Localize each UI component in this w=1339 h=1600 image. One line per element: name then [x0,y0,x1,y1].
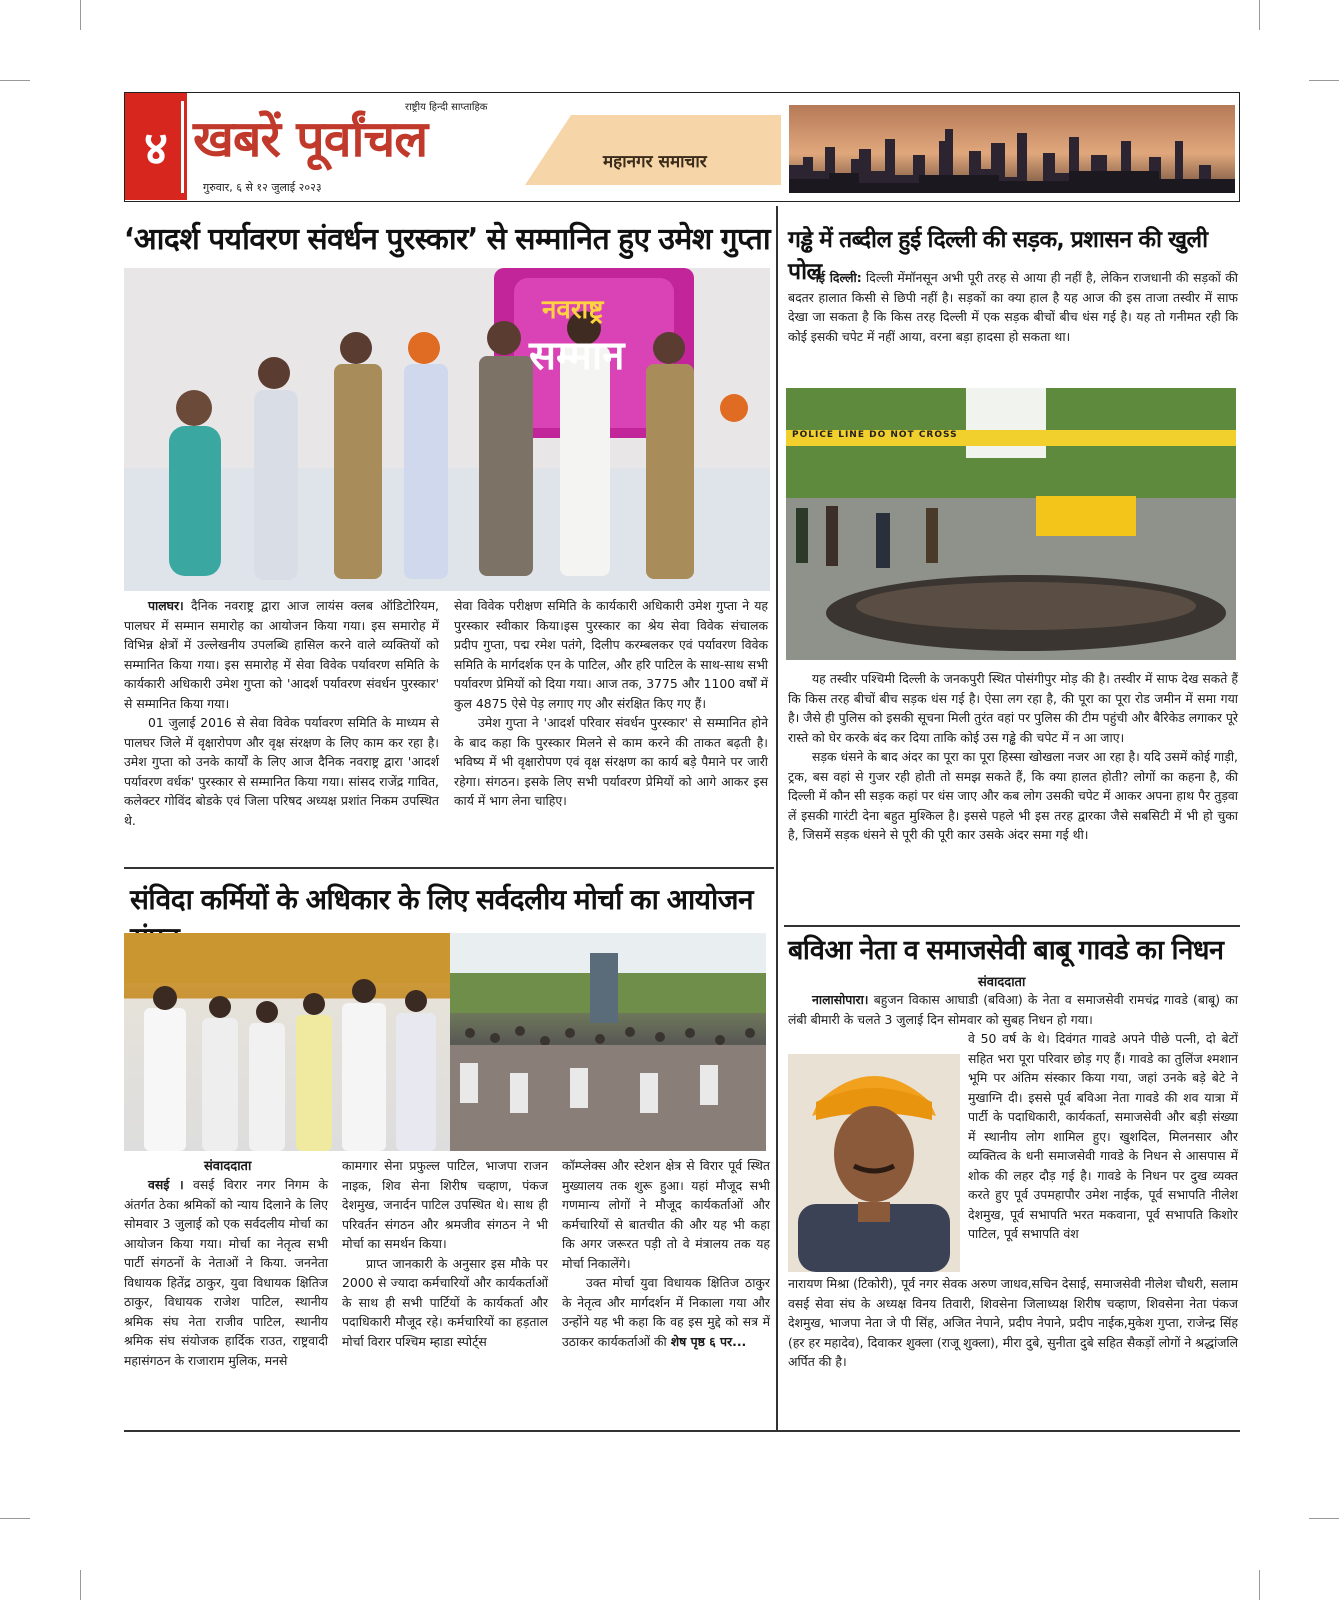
story4-tail [788,1274,1238,1372]
masthead [124,92,1240,202]
story3-para: कॉम्प्लेक्स और स्टेशन क्षेत्र से विरार पूर्व स्थित मुख्यालय तक शुरू हुआ। यहां मौजूद सभी गणमान्य लोगों ने मौजूद कार्यकर्ताओं और कर्मचारियों से बातचीत की और यह भी कहा कि अगर जरूरत पड़ी तो वे मंत्रालय तक यह मोर्चा निकालेंगे। [562,1158,770,1271]
story2-intro [788,268,1238,346]
divider [784,925,1240,927]
road-sinkhole-photo [786,388,1236,660]
story2-dateline: नई दिल्ली: [812,270,862,285]
story4-byline: संवाददाता [978,975,1026,990]
newspaper-page [124,92,1240,1432]
column-divider [776,206,778,1431]
protest-crowd-photo [450,933,766,1151]
story1-para: सेवा विवेक परीक्षण समिति के कार्यकारी अधिकारी उमेश गुप्ता ने यह पुरस्कार स्वीकार किया।इस पुरस्कार का श्रेय सेवा विवेक संचालक प्रदीप गुप्ता, पद्म रमेश पतंगे, दिलीप करम्बलकर एवं पर्यावरण विवेक समिति के मार्गदर्शक एन के पाटिल, और हरि पाटिल के साथ-साथ सभी पर्यावरण प्रेमियों को दिया गया। आज तक, 3775 और 1100 वर्षों में कुल 4875 ऐसे पेड़ लगाए गए और संरक्षित किए गए हैं। [454,598,768,711]
photo-banner-subtitle: सम्मान [529,333,625,379]
story3-para: वसई विरार नगर निगम के अंतर्गत ठेका श्रमिकों को न्याय दिलाने के लिए सोमवार 3 जुलाई को एक सर्वदलीय मोर्चा का आयोजन किया गया। मोर्चा का नेतृत्व सभी पार्टी संगठनों के नेताओं ने किया. जननेता विधायक हितेंद्र ठाकुर, युवा विधायक क्षितिज ठाकुर, विधायक राजेश पाटिल, स्थानीय श्रमिक संघ नेता राजीव पाटिल, स्थानीय श्रमिक संघ संयोजक हार्दिक राउत, राष्ट्रवादी महासंगठन के राजाराम मुलिक, मनसे [124,1177,328,1368]
story1-para: 01 जुलाई 2016 से सेवा विवेक पर्यावरण समिति के माध्यम से पालघर जिले में वृक्षारोपण और वृक्ष संरक्षण के लिए काम कर रहा है। उमेश गुप्ता को उनके कार्यों के लिए आज दैनिक नवराष्ट्र द्वारा 'आदर्श पर्यावरण वर्धक' पुरस्कार से सम्मानित किया गया। सांसद राजेंद्र गावित, कलेक्टर गोविंद बोडके एवं जिला परिषद अध्यक्ष प्रशांत निकम उपस्थित थे. [124,715,439,828]
masthead-tagline: राष्ट्रीय हिन्दी साप्ताहिक [405,102,488,113]
story2-para: यह तस्वीर पश्चिमी दिल्ली के जनकपुरी स्थित पोसंगीपुर मोड़ की है। तस्वीर में साफ देख सकते हैं कि किस तरह बीचों बीच सड़क धंस गई है। ऐसा लग रहा है, की पूरा का पूरा रोड जमीन में समा गया है। जैसे ही पुलिस को इसकी सूचना मिली तुरंत वहां पर पुलिस की टीम पहुंची और बैरिकेड लगाकर पूरे रास्ते को घेर करके बंद कर दिया ताकि कोई उस गड्ढे की चपेट में न आ जाए। [788,671,1238,745]
story3-byline: संवाददाता [204,1159,252,1174]
crop-mark [1259,0,1260,30]
police-tape: POLICE LINE DO NOT CROSS [786,430,1236,446]
story4-para: बहुजन विकास आघाडी (बविआ) के नेता व समाजसेवी रामचंद्र गावडे (बाबू) का लंबी बीमारी के चलते 3 जुलाई दिन सोमवार को सुबह निधन हो गया। [788,992,1238,1027]
story1-dateline: पालघर। [148,598,184,613]
page-number: ४ [125,93,187,200]
story4-intro [788,990,1238,1029]
crop-mark [80,0,81,30]
story1-headline: ‘आदर्श पर्यावरण संवर्धन पुरस्कार’ से सम्मानित हुए उमेश गुप्ता [124,222,771,257]
award-ceremony-photo [124,268,770,591]
story2-para: दिल्ली मेंमॉनसून अभी पूरी तरह से आया ही नहीं है, लेकिन राजधानी की सड़कों की बदतर हालात किसी से छिपी नहीं है। सड़कों का क्या हाल है यह आज की इस ताजा तस्वीर में साफ देखा जा सकता है कि किस तरह दिल्ली में एक सड़क बीचों बीच धंस गई है। यह तो गनीमत रही कि कोई इसकी चपेट में नहीं आया, वरना बड़ा हादसा हो सकता था। [788,270,1238,344]
story2-body [788,669,1238,845]
story2-para: सड़क धंसने के बाद अंदर का पूरा का पूरा हिस्सा खोखला नजर आ रहा है। यदि उसमें कोई गाड़ी, ट्रक, बस वहां से गुजर रही होती तो समझ सकते हैं, कि क्या हालत होती? लोगों का कहना है, की दिल्ली में कौन सी सड़क कहां पर धंस जाए और कब लोग उसकी चपेट में आकर अपना हाथ पैर तुड़वा लें इसकी गारंटी देना बहुत मुश्किल है। इससे पहले भी इस तरह द्वारका जैसे सबसिटी में भी हो चुका है, जिसमें सड़क धंसने से पूरी की पूरी कार उसके अंदर समा गई थी। [788,749,1238,842]
crop-mark [1309,1518,1339,1519]
crop-mark [80,1570,81,1600]
photo-banner-title: नवराष्ट्र [542,295,604,325]
issue-date: गुरुवार, ६ से १२ जुलाई २०२३ [203,181,322,194]
crop-mark [0,80,30,81]
story2-headline: गड्ढे में तब्दील हुई दिल्ली की सड़क, प्रशासन की खुली पोल [788,227,1208,285]
crop-mark [1309,80,1339,81]
story3-para: कामगार सेना प्रफुल्ल पाटिल, भाजपा राजन नाइक, शिव सेना शिरीष चव्हाण, पंकज देशमुख, जनार्दन पाटिल उपस्थित थे। साथ ही परिवर्तन संगठन और श्रमजीव संगठन ने भी मोर्चा का समर्थन किया। [342,1158,548,1251]
story3-column-2 [342,1156,548,1351]
newspaper-logo: खबरें पूर्वांचल [193,109,428,168]
story3-para: प्राप्त जानकारी के अनुसार इस मौके पर 2000 से ज्यादा कर्मचारियों और कार्यकर्ताओं के साथ ही सभी पार्टियों के कार्यकर्ता और पदाधिकारी मौजूद रहे। कर्मचारियों का हड़ताल मोर्चा विरार पश्चिम म्हाडा स्पोर्ट्स [342,1255,548,1349]
story4-para: नारायण मिश्रा (टिकोरी), पूर्व नगर सेवक अरुण जाधव,सचिन देसाई, समाजसेवी नीलेश चौधरी, सलाम वसई सेवा संघ के अध्यक्ष विनय तिवारी, शिवसेना जिलाध्यक्ष शिरीष चव्हाण, शिवसेना नेता पंकज देशमुख, भाजपा नेता जे पी सिंह, अजित नेपाने, प्रदीप नेपाने, प्रदीप नाईक,मुकेश गुप्ता, राजेन्द्र सिंह (हर हर महादेव), दिवाकर शुक्ला (राजू शुक्ला), मीरा दुबे, सुनीता दुबे सहित सैकड़ों लोगों ने श्रद्धांजलि अर्पित की है। [788,1276,1238,1369]
crop-mark [1259,1570,1260,1600]
story1-column-2 [454,596,768,811]
story4-para: वे 50 वर्ष के थे। दिवंगत गावडे अपने पीछे पत्नी, दो बेटों सहित भरा पूरा परिवार छोड़ गए हैं। गावडे का तुलिंज श्मशान भूमि पर अंतिम संस्कार किया गया, जहां उनके बड़े बेटे ने मुखाग्नि दी। इससे पूर्व बविआ नेता गावडे की शव यात्रा में पार्टी के पदाधिकारी, कार्यकर्ता, समाजसेवी और बड़ी संख्या में स्थानीय लोग शामिल हुए। खुशदिल, मिलनसार और व्यक्तित्व के धनी समाजसेवी गावडे के निधन से आसपास में शोक की लहर दौड़ गई है। गावडे के निधन पर दुख व्यक्त करते हुए पूर्व उपमहापौर उमेश नाईक, पूर्व सभापति नीलेश देशमुख, पूर्व सभापति भरत मकवाना, पूर्व सभापति किशोर पाटिल, पूर्व सभापति वंश [968,1031,1238,1241]
divider [124,867,774,869]
continued-on-page-link[interactable]: शेष पृष्ठ ६ पर... [670,1333,747,1349]
story3-column-1 [124,1175,328,1370]
story3-dateline: वसई । [148,1177,184,1192]
story4-headline: बविआ नेता व समाजसेवी बाबू गावडे का निधन [788,935,1224,966]
section-label: महानगर समाचार [603,152,707,172]
page-bottom-rule [124,1430,1240,1432]
story1-para: उमेश गुप्ता ने 'आदर्श परिवार संवर्धन पुरस्कार' से सम्मानित होने के बाद कहा कि पुरस्कार मिलने से काम करने की ताकत बढ़ती है। भविष्य में भी वृक्षारोपण एवं वृक्ष संरक्षण का कार्य बड़े पैमाने पर जारी रहेगा। संगठन। इसके लिए सभी पर्यावरण प्रेमियों को आगे आकर इस कार्य में भाग लेना चाहिए। [454,715,768,808]
story3-headline: संविदा कर्मियों के अधिकार के लिए सर्वदलीय मोर्चा का आयोजन [130,883,754,916]
story1-column-1 [124,596,439,830]
city-skyline-image [789,105,1235,193]
story4-side-column [968,1029,1238,1244]
story3-para: उक्त मोर्चा युवा विधायक क्षितिज ठाकुर के नेतृत्व और मार्गदर्शन में निकाला गया और उन्होंने यह भी कहा कि वह इस मुद्दे को सत्र में उठाकर कार्यकर्ताओं की [562,1275,770,1349]
story4-dateline: नालासोपारा। [812,992,869,1007]
crop-mark [0,1518,30,1519]
obituary-portrait-photo [788,1054,960,1272]
story1-para: दैनिक नवराष्ट्र द्वारा आज लायंस क्लब ऑडिटोरियम, पालघर में सम्मान समारोह का आयोजन किया गया। इस समारोह में विभिन्न क्षेत्रों में उल्लेखनीय उपलब्धि हासिल करने वाले व्यक्तियों को सम्मानित किया गया। इस समारोह में सेवा विवेक पर्यावरण समिति के कार्यकारी अधिकारी उमेश गुप्ता को 'आदर्श पर्यावरण संवर्धन पुरस्कार' से सम्मानित किया गया। [124,598,439,711]
leaders-meeting-photo [124,933,450,1151]
story3-column-3 [562,1156,770,1351]
